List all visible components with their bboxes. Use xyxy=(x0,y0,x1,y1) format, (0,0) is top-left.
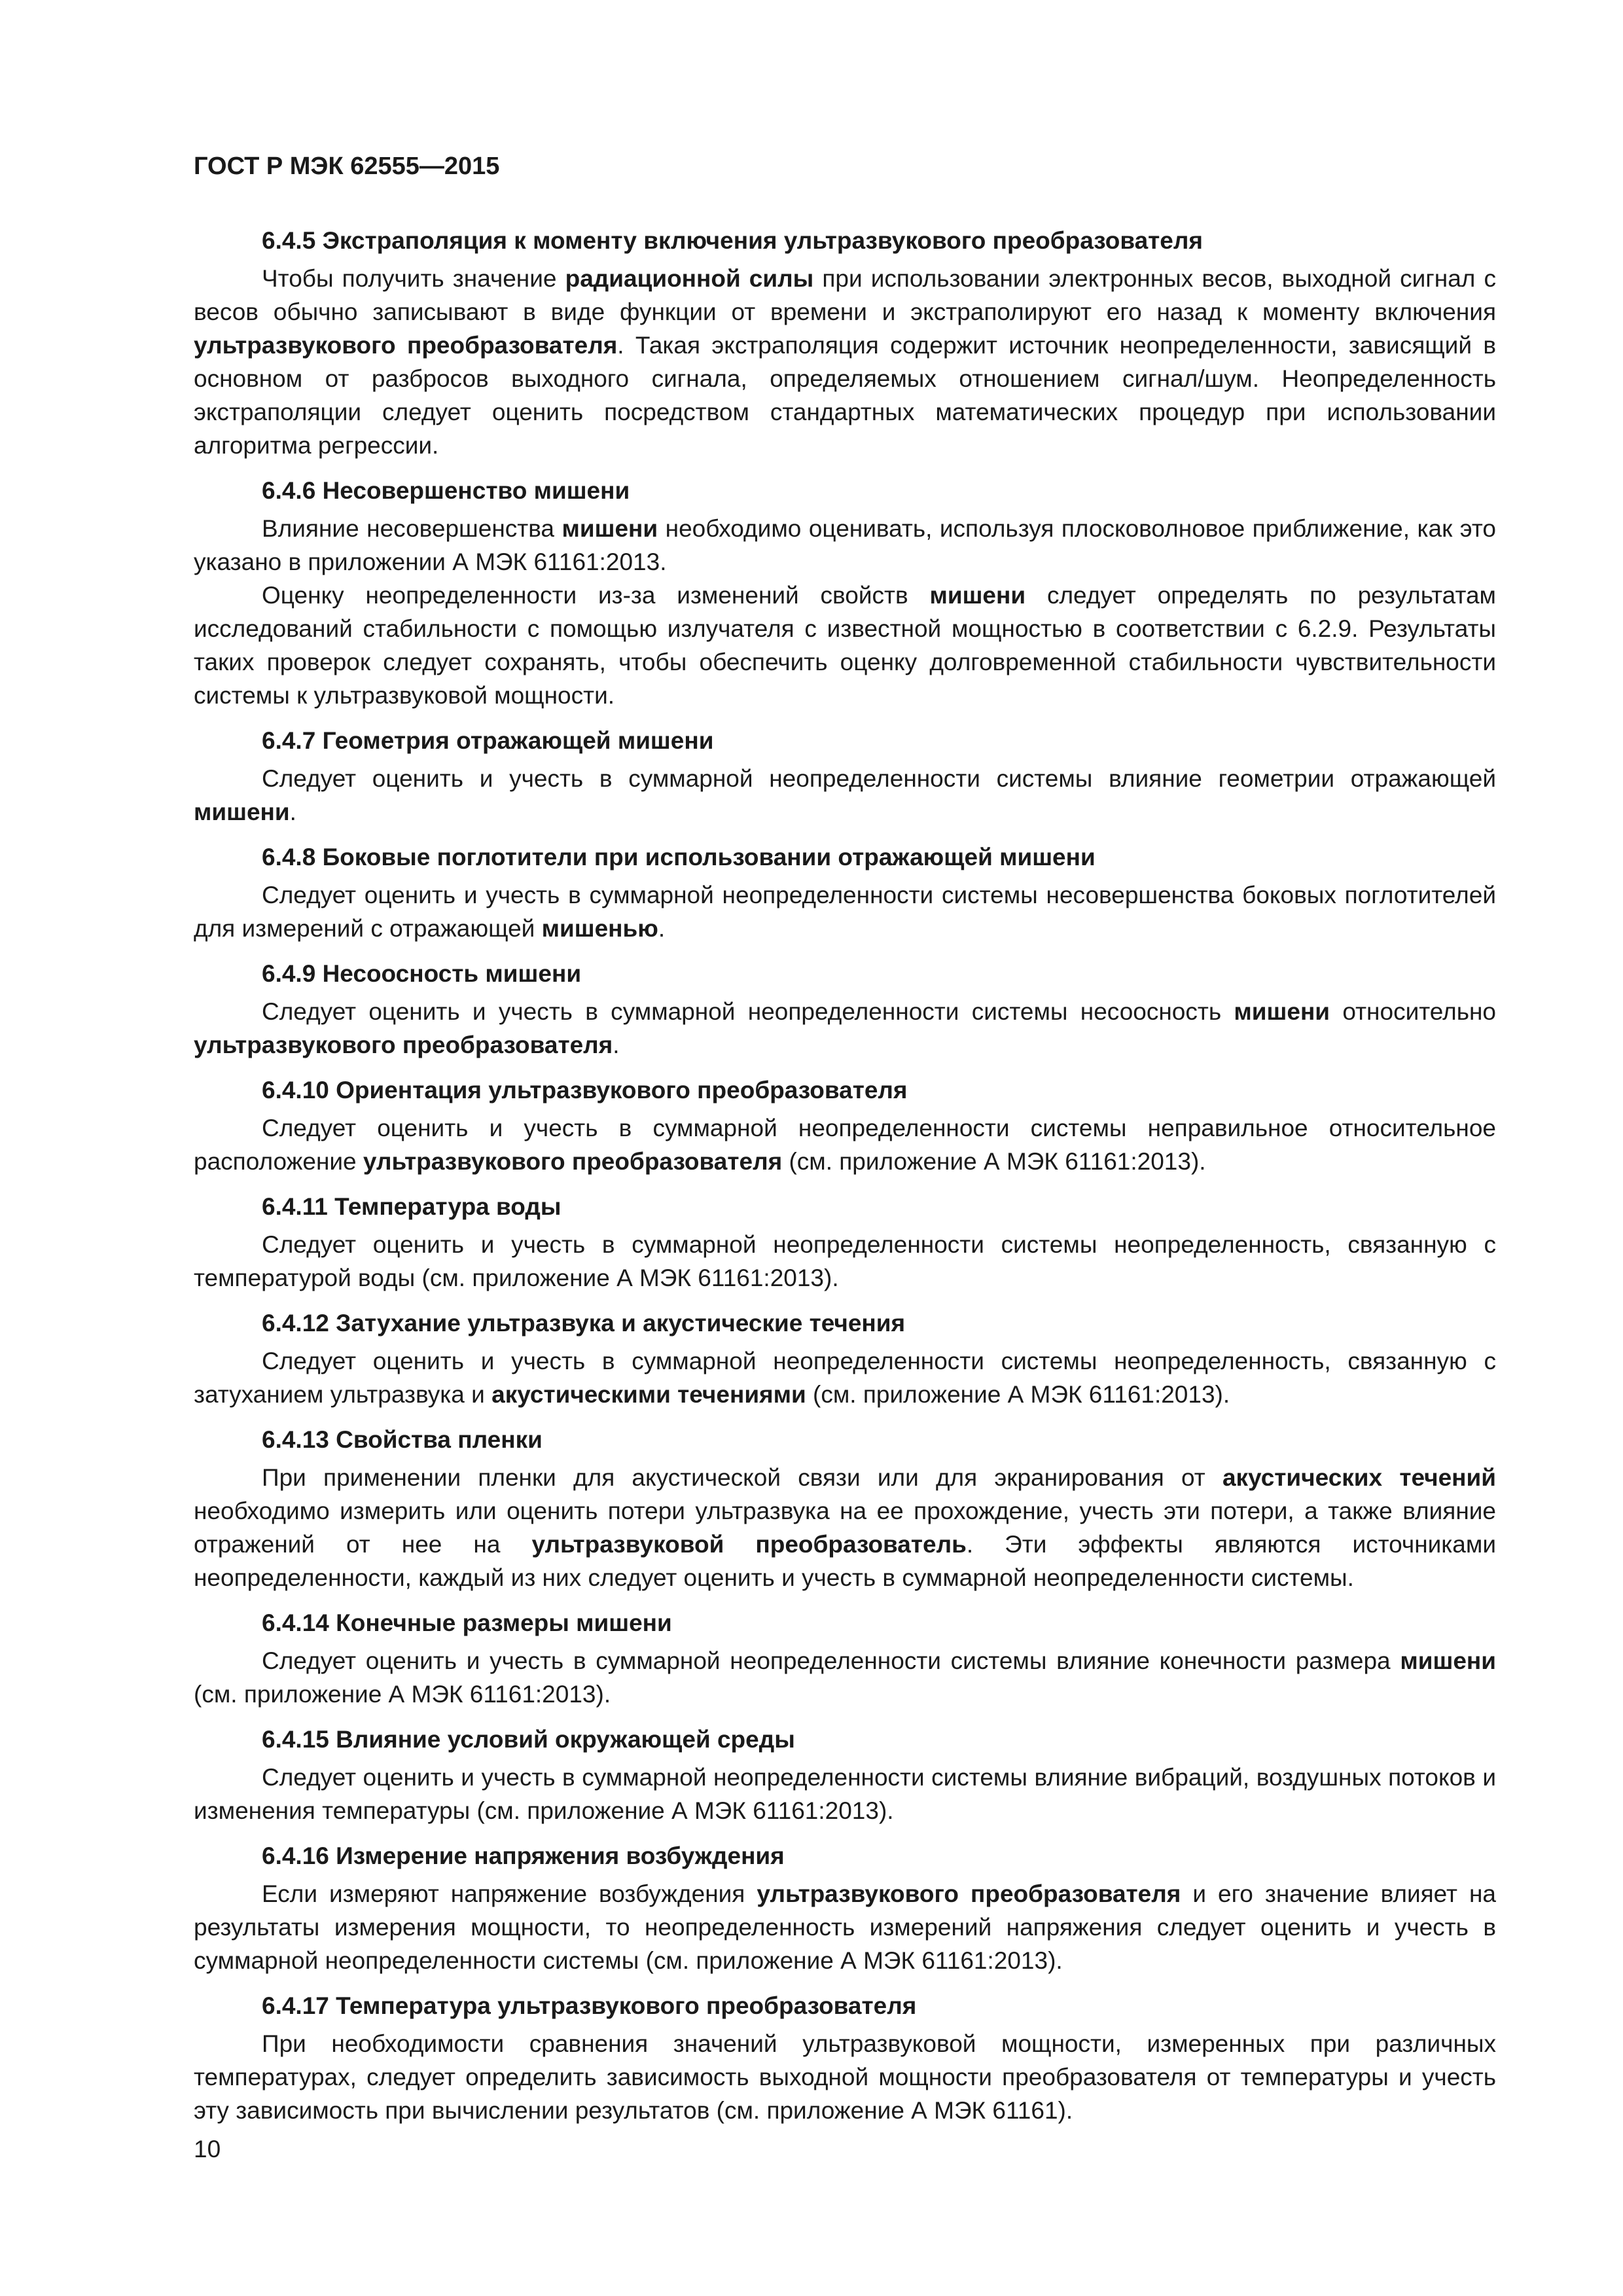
document-body xyxy=(194,225,1496,2127)
section-title: 6.4.10 Ориентация ультразвукового преобразователя xyxy=(262,1077,908,1103)
text-run: Следует оценить и учесть в суммарной неопределенности системы влияние геометрии отражающей xyxy=(262,765,1496,792)
section-6-4-8 xyxy=(194,842,1496,945)
section-title: 6.4.12 Затухание ультразвука и акустические течения xyxy=(262,1310,906,1336)
paragraph xyxy=(194,1644,1496,1711)
section-title: 6.4.14 Конечные размеры мишени xyxy=(262,1609,672,1636)
term-bold: ультразвукового преобразователя xyxy=(363,1148,783,1175)
text-run: Оценку неопределенности из-за изменений свойств xyxy=(262,582,930,609)
text-run: необходимо измерить или оценить потери ультразвука на ее прохождение, учесть эти потери, а также влияние отражений от нее на xyxy=(194,1498,1496,1558)
section-title: 6.4.15 Влияние условий окружающей среды xyxy=(262,1726,795,1753)
section-title: 6.4.6 Несовершенство мишени xyxy=(262,477,630,504)
text-run: относительно xyxy=(1330,998,1496,1025)
text-run: следует определять по результатам исследований стабильности с помощью излучателя с известной мощностью в соответствии с 6.2.9. Результаты таких проверок следует сохранять, чтобы обеспечить оценку долговременной стабильности чувствительности системы к ультразвуковой мощности. xyxy=(194,582,1496,709)
section-6-4-12 xyxy=(194,1308,1496,1411)
section-title: 6.4.7 Геометрия отражающей мишени xyxy=(262,727,714,754)
section-6-4-14 xyxy=(194,1607,1496,1711)
text-run: Чтобы получить значение xyxy=(262,265,565,292)
text-run: . Эти эффекты являются источниками неопределенности, каждый из них следует оценить и учесть в суммарной неопределенности системы. xyxy=(194,1531,1496,1591)
text-run: Следует оценить и учесть в суммарной неопределенности системы неопределенность, связанную с температурой воды (см. приложение А МЭК 61161:2013). xyxy=(194,1231,1496,1291)
paragraph xyxy=(194,878,1496,945)
term-bold: мишени xyxy=(1234,998,1330,1025)
section-6-4-16 xyxy=(194,1840,1496,1977)
section-title: 6.4.11 Температура воды xyxy=(262,1193,562,1220)
text-run: при использовании электронных весов, выходной сигнал с весов обычно записывают в виде функции от времени и экстраполируют его назад к моменту включения xyxy=(194,265,1496,325)
text-run: и его значение влияет на результаты измерения мощности, то неопределенность измерений напряжения следует оценить и учесть в суммарной неопределенности системы (см. приложение А МЭК 61161:2013). xyxy=(194,1880,1496,1974)
section-6-4-10 xyxy=(194,1075,1496,1178)
paragraph xyxy=(194,1877,1496,1977)
text-run: Следует оценить и учесть в суммарной неопределенности системы неправильное относительное расположение xyxy=(194,1115,1496,1175)
section-6-4-15 xyxy=(194,1724,1496,1827)
paragraph xyxy=(194,1461,1496,1594)
term-bold: ультразвукового преобразователя xyxy=(194,332,618,359)
paragraph xyxy=(194,995,1496,1062)
text-run: (см. приложение А МЭК 61161:2013). xyxy=(806,1381,1230,1408)
section-title: 6.4.16 Измерение напряжения возбуждения xyxy=(262,1842,785,1869)
text-run: . Такая экстраполяция содержит источник неопределенности, зависящий в основном от разбросов выходного сигнала, определяемых отношением сигнал/шум. Неопределенность экстраполяции следует оценить посредством стандартных математических процедур при использовании алгоритма регрессии. xyxy=(194,332,1496,459)
paragraph xyxy=(194,512,1496,579)
paragraph xyxy=(194,1761,1496,1827)
text-run: Следует оценить и учесть в суммарной неопределенности системы несовершенства боковых поглотителей для измерений с отражающей xyxy=(194,882,1496,942)
text-run: (см. приложение А МЭК 61161:2013). xyxy=(782,1148,1206,1175)
paragraph xyxy=(194,1228,1496,1295)
text-run: При необходимости сравнения значений ультразвуковой мощности, измеренных при различных температурах, следует определить зависимость выходной мощности преобразователя от температуры и учесть эту зависимость при вычислении результатов (см. приложение А МЭК 61161). xyxy=(194,2030,1496,2124)
section-title: 6.4.17 Температура ультразвукового преобразователя xyxy=(262,1992,917,2019)
paragraph xyxy=(194,2027,1496,2127)
paragraph xyxy=(194,1111,1496,1178)
section-6-4-6 xyxy=(194,475,1496,712)
text-run: Если измеряют напряжение возбуждения xyxy=(262,1880,757,1907)
section-title: 6.4.13 Свойства пленки xyxy=(262,1426,543,1453)
text-run: Влияние несовершенства xyxy=(262,515,562,542)
text-run: необходимо оценивать, используя плосковолновое приближение, как это указано в приложении А МЭК 61161:2013. xyxy=(194,515,1496,575)
text-run: . xyxy=(658,915,666,942)
page-number: 10 xyxy=(194,2136,221,2162)
term-bold: радиационной силы xyxy=(565,265,814,292)
section-6-4-13 xyxy=(194,1424,1496,1594)
text-run: . xyxy=(289,798,296,825)
section-title: 6.4.5 Экстраполяция к моменту включения ультразвукового преобразователя xyxy=(262,227,1203,254)
term-bold: ультразвуковой преобразователь xyxy=(531,1531,967,1558)
text-run: Следует оценить и учесть в суммарной неопределенности системы неопределенность, связанную с затуханием ультразвука и xyxy=(194,1348,1496,1408)
term-bold: мишенью xyxy=(541,915,658,942)
section-title: 6.4.8 Боковые поглотители при использовании отражающей мишени xyxy=(262,844,1096,870)
section-6-4-5 xyxy=(194,225,1496,462)
paragraph xyxy=(194,762,1496,829)
term-bold: мишени xyxy=(562,515,658,542)
section-6-4-11 xyxy=(194,1191,1496,1295)
section-6-4-9 xyxy=(194,958,1496,1062)
text-run: (см. приложение А МЭК 61161:2013). xyxy=(194,1681,611,1708)
section-6-4-17 xyxy=(194,1990,1496,2127)
text-run: . xyxy=(613,1031,620,1058)
term-bold: мишени xyxy=(1400,1647,1496,1674)
text-run: Следует оценить и учесть в суммарной неопределенности системы влияние вибраций, воздушных потоков и изменения температуры (см. приложение А МЭК 61161:2013). xyxy=(194,1764,1496,1824)
paragraph xyxy=(194,1344,1496,1411)
document-header: ГОСТ Р МЭК 62555—2015 xyxy=(194,152,500,180)
term-bold: ультразвукового преобразователя xyxy=(757,1880,1181,1907)
term-bold: акустическими течениями xyxy=(491,1381,806,1408)
document-page xyxy=(194,151,1496,2140)
term-bold: ультразвукового преобразователя xyxy=(194,1031,613,1058)
text-run: Следует оценить и учесть в суммарной неопределенности системы несоосность xyxy=(262,998,1234,1025)
section-6-4-7 xyxy=(194,725,1496,829)
paragraph xyxy=(194,579,1496,712)
text-run: Следует оценить и учесть в суммарной неопределенности системы влияние конечности размера xyxy=(262,1647,1400,1674)
paragraph xyxy=(194,262,1496,462)
text-run: При применении пленки для акустической связи или для экранирования от xyxy=(262,1464,1222,1491)
term-bold: мишени xyxy=(194,798,290,825)
term-bold: акустических течений xyxy=(1222,1464,1497,1491)
section-title: 6.4.9 Несоосность мишени xyxy=(262,960,582,987)
term-bold: мишени xyxy=(929,582,1026,609)
